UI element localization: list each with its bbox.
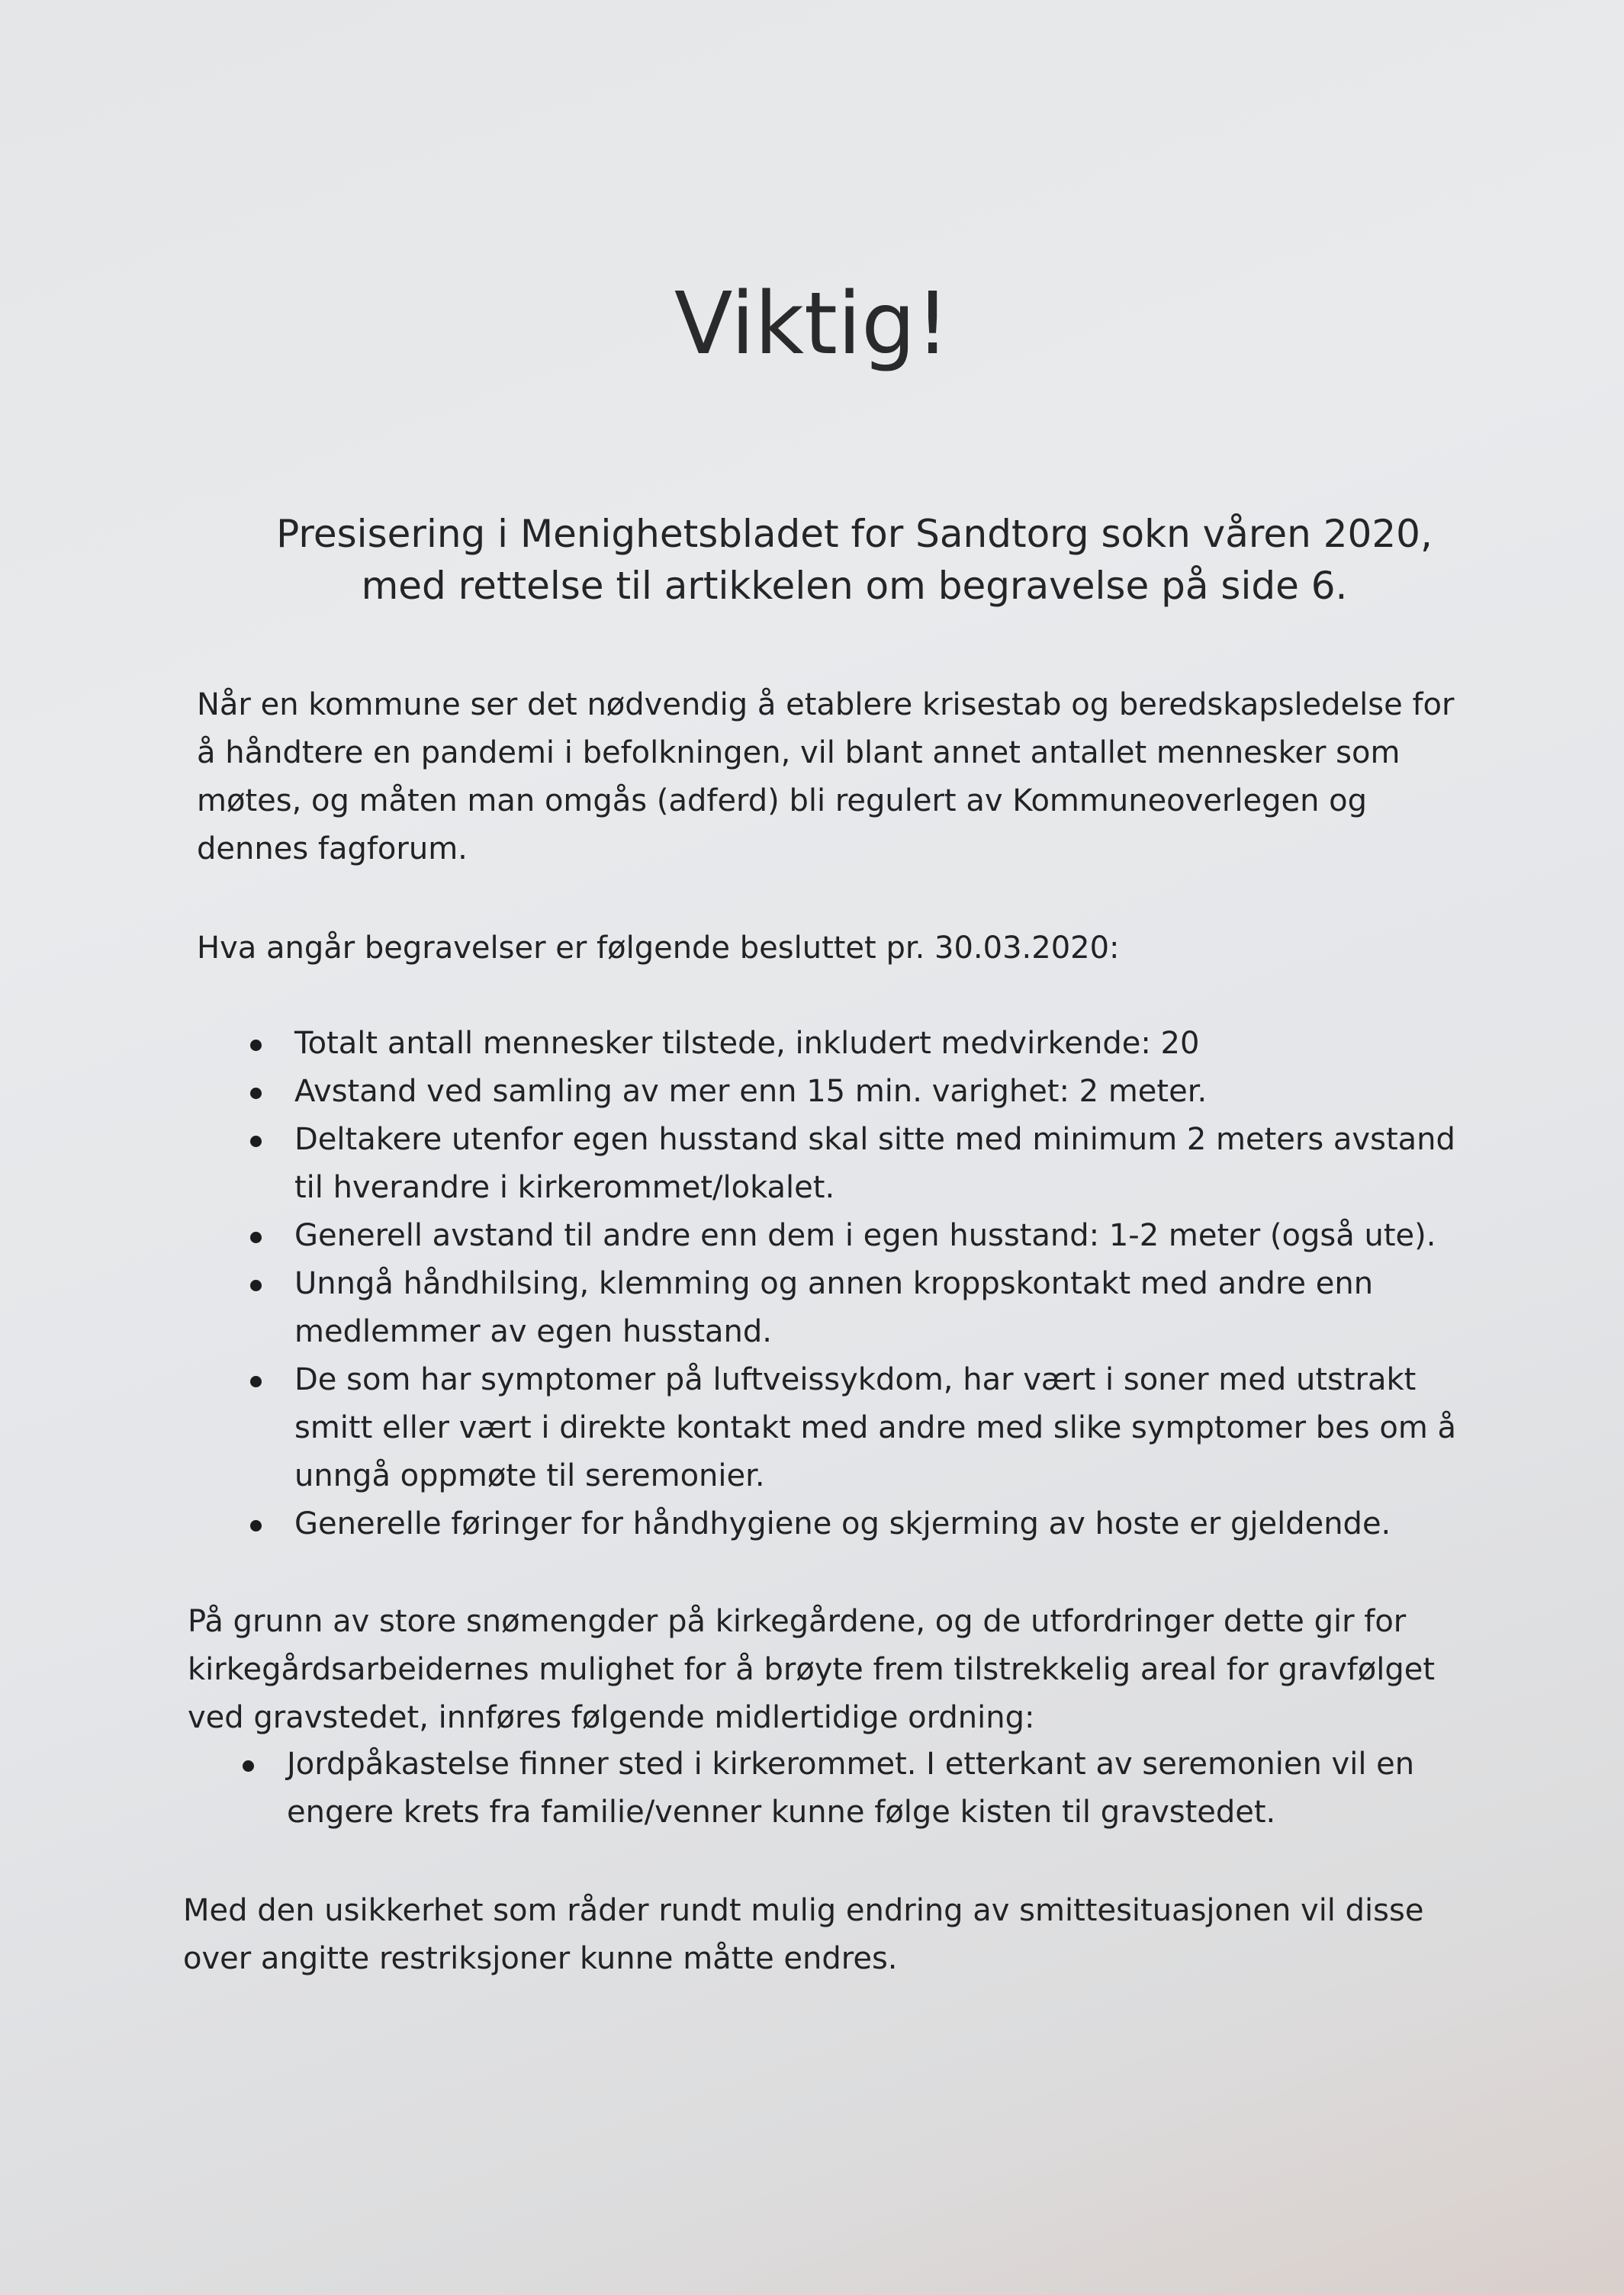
intro-line: møtes, og måten man omgås (adferd) bli regulert av Kommuneoverlegen og bbox=[197, 783, 1368, 818]
bullet-icon bbox=[243, 1760, 254, 1772]
bullet-icon bbox=[250, 1136, 262, 1147]
snow-paragraph bbox=[188, 1598, 1530, 1742]
page-title: Viktig! bbox=[674, 275, 950, 374]
bullet-icon bbox=[250, 1088, 262, 1099]
list-item bbox=[250, 1116, 1532, 1212]
closing-paragraph bbox=[183, 1887, 1533, 1983]
rule-text: Deltakere utenfor egen husstand skal sitte med minimum 2 meters avstand bbox=[294, 1122, 1455, 1157]
rule-text: medlemmer av egen husstand. bbox=[294, 1314, 772, 1349]
bullet-icon bbox=[250, 1376, 262, 1387]
closing-line: over angitte restriksjoner kunne måtte endres. bbox=[183, 1941, 898, 1976]
bullet-icon bbox=[250, 1520, 262, 1532]
bullet-icon bbox=[250, 1280, 262, 1291]
rule-text: Generell avstand til andre enn dem i egen husstand: 1-2 meter (også ute). bbox=[294, 1218, 1436, 1253]
rule-text: smitt eller vært i direkte kontakt med andre med slike symptomer bes om å bbox=[294, 1410, 1457, 1445]
decision-intro bbox=[197, 924, 1524, 972]
list-item bbox=[250, 1356, 1532, 1500]
closing-line: Med den usikkerhet som råder rundt mulig endring av smittesituasjonen vil disse bbox=[183, 1893, 1424, 1928]
intro-paragraph bbox=[197, 681, 1524, 873]
rule-text: Jordpåkastelse finner sted i kirkerommet. I etterkant av seremonien vil en bbox=[287, 1747, 1415, 1782]
list-item bbox=[243, 1741, 1532, 1837]
intro-line: å håndtere en pandemi i befolkningen, vil blant annet antallet mennesker som bbox=[197, 735, 1400, 770]
subtitle-line: med rettelse til artikkelen om begravelse på side 6. bbox=[361, 564, 1348, 608]
rule-text: engere krets fra familie/venner kunne følge kisten til gravstedet. bbox=[287, 1795, 1276, 1830]
decision-intro-text: Hva angår begravelser er følgende besluttet pr. 30.03.2020: bbox=[197, 931, 1120, 966]
rule-text: Totalt antall mennesker tilstede, inkludert medvirkende: 20 bbox=[294, 1026, 1200, 1061]
rule-text: Avstand ved samling av mer enn 15 min. varighet: 2 meter. bbox=[294, 1074, 1208, 1109]
bullet-icon bbox=[250, 1232, 262, 1243]
intro-line: dennes fagforum. bbox=[197, 831, 468, 866]
rule-text: De som har symptomer på luftveissykdom, har vært i soner med utstrakt bbox=[294, 1362, 1417, 1397]
rule-text: til hverandre i kirkerommet/lokalet. bbox=[294, 1170, 835, 1205]
rule-text: unngå oppmøte til seremonier. bbox=[294, 1458, 765, 1493]
rule-text: Generelle føringer for håndhygiene og skjerming av hoste er gjeldende. bbox=[294, 1506, 1391, 1541]
bullet-icon bbox=[250, 1040, 262, 1051]
rules-list bbox=[250, 1020, 1532, 1548]
list-item bbox=[250, 1020, 1532, 1068]
intro-line: Når en kommune ser det nødvendig å etablere krisestab og beredskapsledelse for bbox=[197, 687, 1455, 722]
snow-line: ved gravstedet, innføres følgende midlertidige ordning: bbox=[188, 1700, 1035, 1735]
snow-line: På grunn av store snømengder på kirkegårdene, og de utfordringer dette gir for bbox=[188, 1604, 1407, 1639]
snow-line: kirkegårdsarbeidernes mulighet for å brøyte frem tilstrekkelig areal for gravfølget bbox=[188, 1652, 1435, 1687]
subtitle bbox=[191, 508, 1518, 612]
rule-text: Unngå håndhilsing, klemming og annen kroppskontakt med andre enn bbox=[294, 1266, 1374, 1301]
list-item bbox=[250, 1068, 1532, 1116]
list-item bbox=[250, 1500, 1532, 1548]
list-item bbox=[250, 1260, 1532, 1356]
list-item bbox=[250, 1212, 1532, 1260]
subtitle-line: Presisering i Menighetsbladet for Sandtorg sokn våren 2020, bbox=[276, 512, 1433, 556]
snow-rules-list bbox=[243, 1741, 1532, 1837]
